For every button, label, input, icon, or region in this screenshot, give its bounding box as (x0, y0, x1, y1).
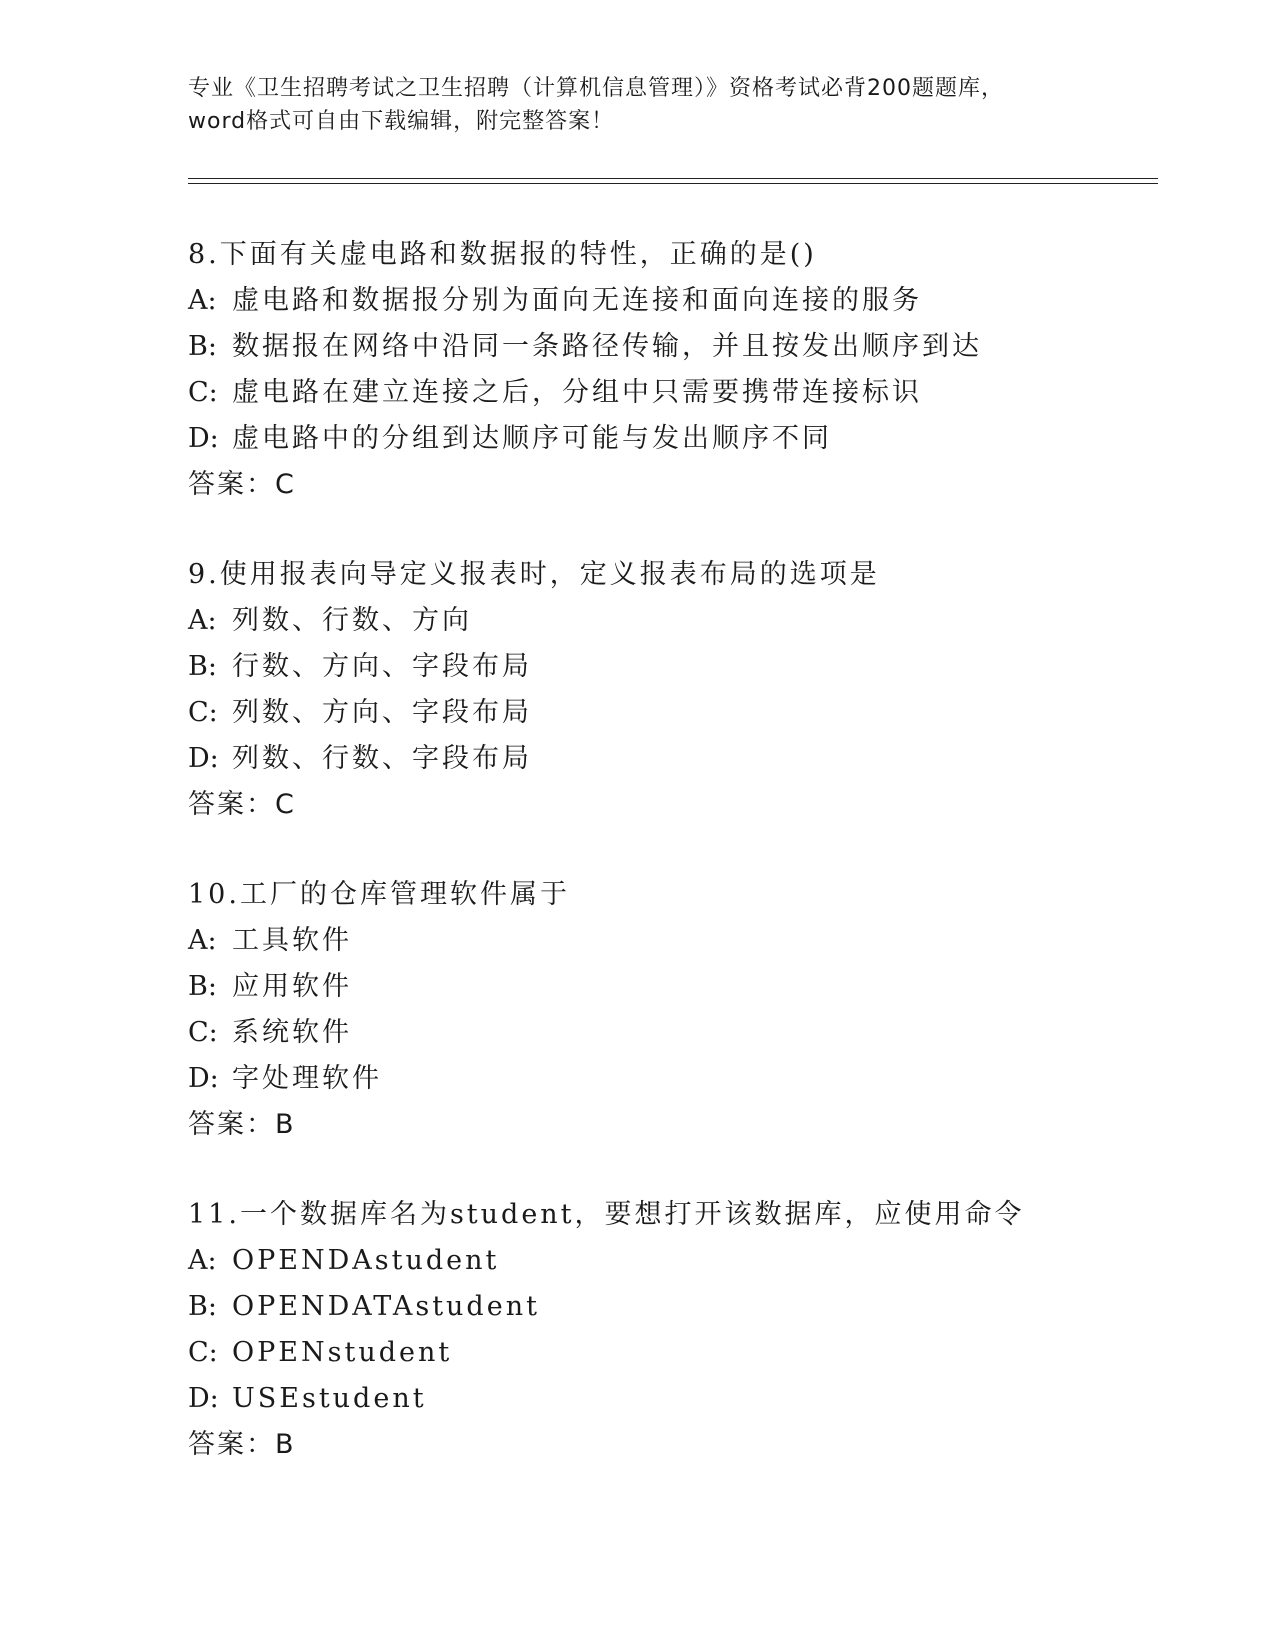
question-stem: 8.下面有关虚电路和数据报的特性，正确的是() (188, 239, 817, 270)
option-d (188, 736, 1188, 782)
question-block (188, 552, 1188, 828)
option-text: 虚电路中的分组到达顺序可能与发出顺序不同 (232, 423, 832, 454)
option-key: C: (188, 377, 218, 408)
answer-line: 答案：C (188, 789, 296, 820)
answer-line: 答案：B (188, 1109, 296, 1140)
option-text: 系统软件 (232, 1017, 352, 1048)
option-b (188, 964, 1188, 1010)
option-key: C: (188, 1337, 218, 1368)
option-key: C: (188, 1017, 218, 1048)
option-text: OPENDAstudent (232, 1245, 500, 1276)
header-divider-top (188, 178, 1158, 179)
option-a (188, 598, 1188, 644)
document-header (188, 72, 1088, 138)
option-d (188, 416, 1188, 462)
header-divider-bottom (188, 183, 1158, 184)
question-block (188, 1192, 1188, 1468)
option-key: A: (188, 605, 217, 636)
option-text: 应用软件 (232, 971, 352, 1002)
option-key: D: (188, 743, 219, 774)
option-text: 列数、行数、字段布局 (232, 743, 532, 774)
option-text: 列数、方向、字段布局 (232, 697, 532, 728)
option-a (188, 278, 1188, 324)
option-text: 工具软件 (232, 925, 352, 956)
option-text: 行数、方向、字段布局 (232, 651, 532, 682)
option-b (188, 644, 1188, 690)
option-d (188, 1376, 1188, 1422)
option-key: A: (188, 1245, 217, 1276)
option-text: USEstudent (232, 1383, 427, 1414)
answer-line: 答案：C (188, 469, 296, 500)
header-title-line-1: 专业《卫生招聘考试之卫生招聘（计算机信息管理）》资格考试必背200题题库， (188, 76, 1004, 101)
option-key: D: (188, 1063, 219, 1094)
option-key: B: (188, 971, 217, 1002)
option-key: B: (188, 331, 217, 362)
header-title-line-2: word格式可自由下载编辑，附完整答案！ (188, 109, 615, 134)
option-key: D: (188, 423, 219, 454)
option-a (188, 1238, 1188, 1284)
option-b (188, 1284, 1188, 1330)
option-c (188, 1330, 1188, 1376)
question-stem: 9.使用报表向导定义报表时，定义报表布局的选项是 (188, 559, 880, 590)
question-block (188, 872, 1188, 1148)
option-text: OPENDATAstudent (232, 1291, 540, 1322)
option-text: OPENstudent (232, 1337, 453, 1368)
option-c (188, 1010, 1188, 1056)
option-a (188, 918, 1188, 964)
question-stem: 11.一个数据库名为student，要想打开该数据库，应使用命令 (188, 1199, 1025, 1230)
option-key: B: (188, 1291, 217, 1322)
option-text: 数据报在网络中沿同一条路径传输，并且按发出顺序到达 (232, 331, 982, 362)
option-c (188, 370, 1188, 416)
option-key: B: (188, 651, 217, 682)
question-stem: 10.工厂的仓库管理软件属于 (188, 879, 570, 910)
answer-line: 答案：B (188, 1429, 296, 1460)
option-key: A: (188, 925, 217, 956)
question-block (188, 232, 1188, 508)
option-key: A: (188, 285, 217, 316)
option-key: D: (188, 1383, 219, 1414)
option-text: 虚电路在建立连接之后，分组中只需要携带连接标识 (232, 377, 922, 408)
option-text: 虚电路和数据报分别为面向无连接和面向连接的服务 (232, 285, 922, 316)
option-d (188, 1056, 1188, 1102)
option-text: 字处理软件 (232, 1063, 382, 1094)
option-c (188, 690, 1188, 736)
option-b (188, 324, 1188, 370)
option-key: C: (188, 697, 218, 728)
option-text: 列数、行数、方向 (232, 605, 472, 636)
